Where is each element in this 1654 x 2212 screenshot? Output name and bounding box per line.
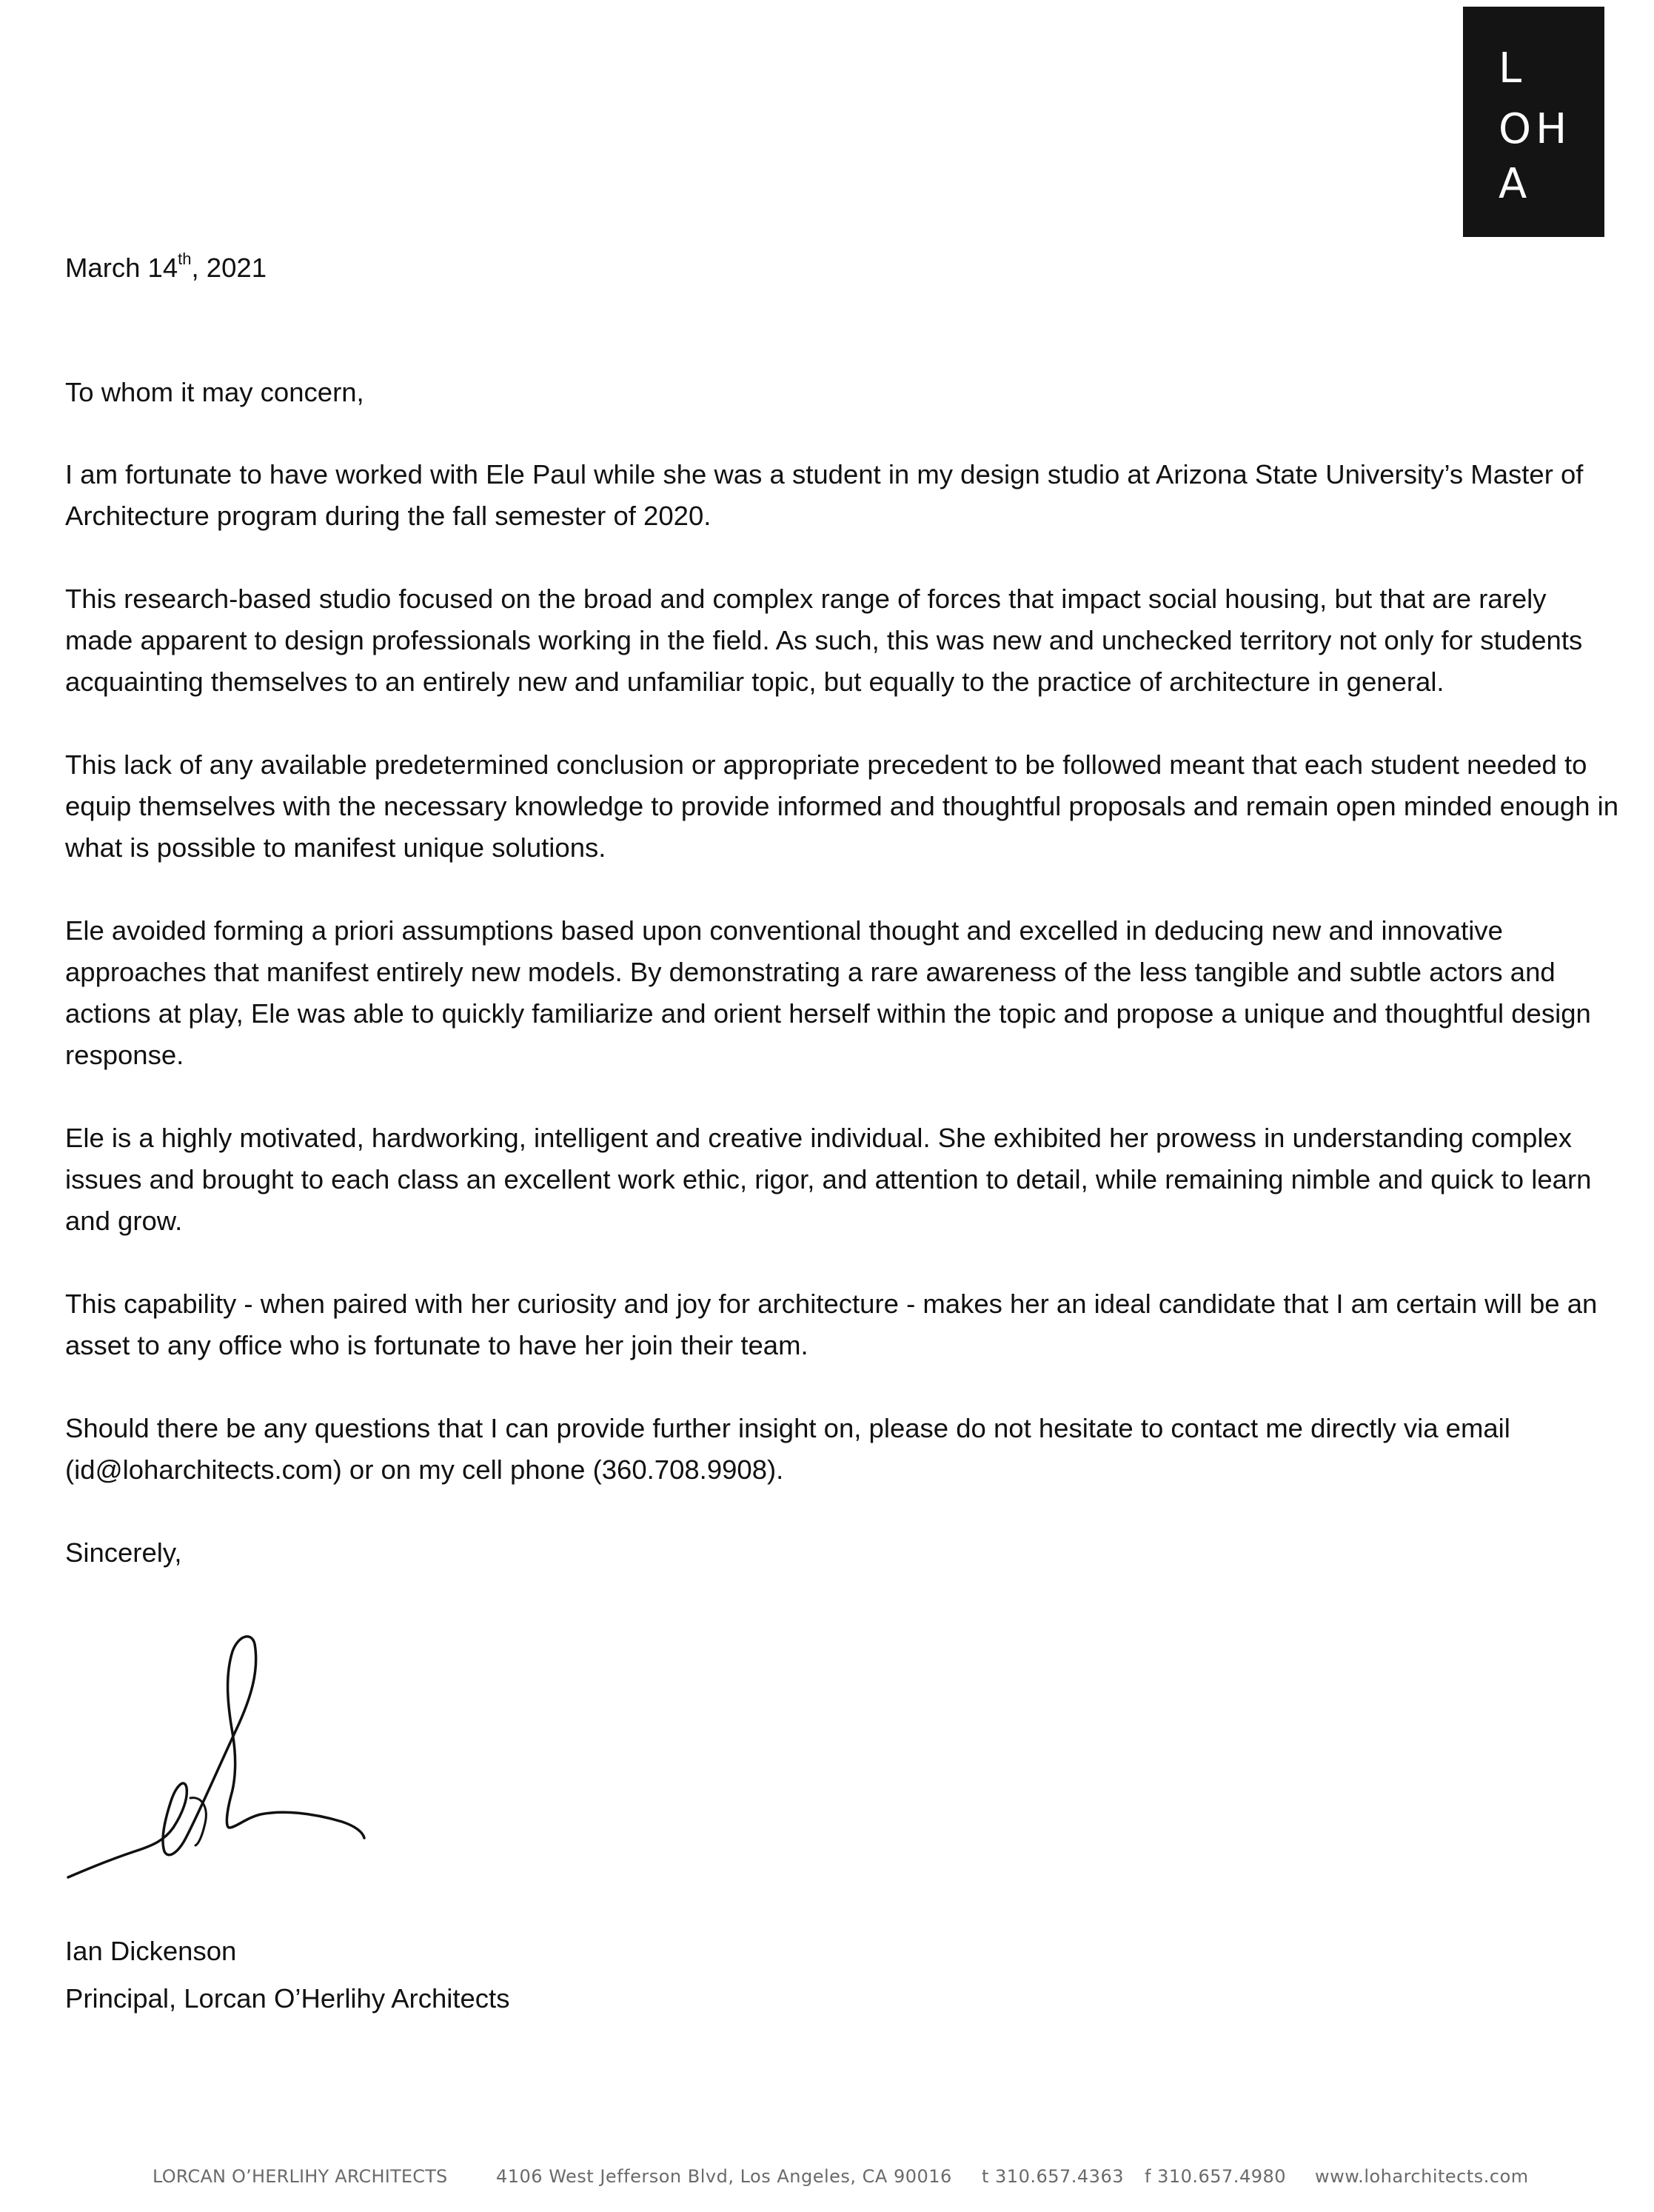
- signer-name: Ian Dickenson: [65, 1936, 237, 1966]
- date-ordinal-suffix: th: [178, 249, 192, 268]
- paragraph-studio-challenge: This lack of any available predetermined conclusion or appropriate precedent to be followed meant that each student needed to equip themselves with the necessary knowledge to provide informed and thoughtful proposals and remain open minded enough in what is possible to manifest unique solutions.: [65, 749, 1619, 863]
- logo-letters-line-2: OH: [1499, 105, 1572, 153]
- closing: Sincerely,: [65, 1537, 182, 1568]
- salutation: To whom it may concern,: [65, 377, 364, 407]
- paragraph-recommendation: This capability - when paired with her curiosity and joy for architecture - makes her an ideal candidate that I am certain will be an asset to any office who is fortunate to have her join their team.: [65, 1289, 1598, 1360]
- letterhead-footer: [0, 2166, 1654, 2196]
- logo-letters-line-1: L: [1499, 44, 1527, 93]
- handwritten-signature: [61, 1629, 386, 1896]
- paragraph-contact-info: Should there be any questions that I can provide further insight on, please do not hesitate to contact me directly via email (id@loharchitects.com) or on my cell phone (360.708.9908).: [65, 1413, 1510, 1485]
- paragraph-student-approach: Ele avoided forming a priori assumptions based upon conventional thought and excelled in deducing new and innovative approaches that manifest entirely new models. By demonstrating a rare awareness of the less tangible and subtle actors and actions at play, Ele was able to quickly familiarize and orient herself within the topic and propose a unique and thoughtful design response.: [65, 915, 1591, 1070]
- paragraph-student-qualities: Ele is a highly motivated, hardworking, intelligent and creative individual. She exhibited her prowess in understanding complex issues and brought to each class an excellent work ethic, rigor, and attention to detail, while remaining nimble and quick to learn and grow.: [65, 1123, 1592, 1236]
- letter-date: [65, 247, 267, 289]
- date-month-day: March 14: [65, 253, 178, 283]
- date-year: , 2021: [191, 253, 267, 283]
- footer-firm-name: LORCAN O’HERLIHY ARCHITECTS: [153, 2166, 448, 2187]
- footer-fax: f 310.657.4980: [1145, 2166, 1287, 2187]
- logo-letters-line-3: A: [1499, 160, 1532, 208]
- footer-website-link[interactable]: www.loharchitects.com: [1315, 2166, 1529, 2187]
- signer-title: Principal, Lorcan O’Herlihy Architects: [65, 1983, 510, 2014]
- footer-telephone: t 310.657.4363: [982, 2166, 1124, 2187]
- footer-address: 4106 West Jefferson Blvd, Los Angeles, CA 90016: [496, 2166, 952, 2187]
- company-logo: [1463, 7, 1604, 237]
- paragraph-studio-description: This research-based studio focused on the broad and complex range of forces that impact social housing, but that are rarely made apparent to design professionals working in the field. As such, this was new and unchecked territory not only for students acquainting themselves to an entirely new and unfamiliar topic, but equally to the practice of architecture in general.: [65, 584, 1583, 697]
- paragraph-introduction: I am fortunate to have worked with Ele Paul while she was a student in my design studio at Arizona State University’s Master of Architecture program during the fall semester of 2020.: [65, 459, 1584, 531]
